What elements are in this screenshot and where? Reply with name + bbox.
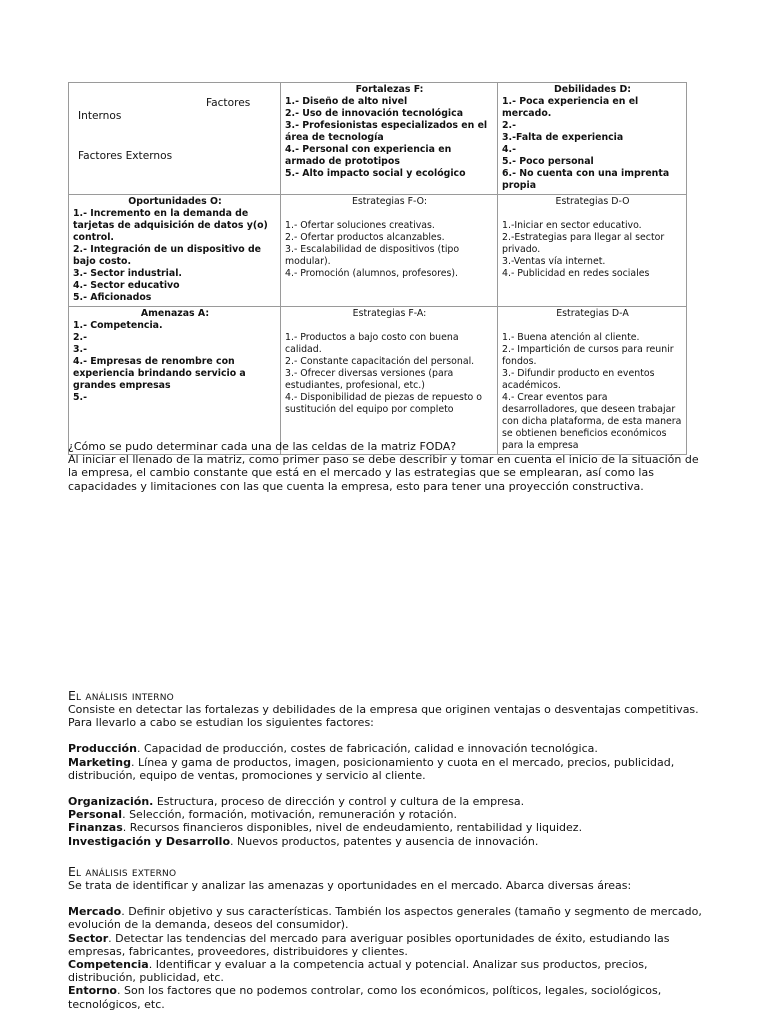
amenaza-item: 4.- Empresas de renombre con experiencia brindando servicio a grandes empresas	[73, 356, 246, 391]
factor-text: . Nuevos productos, patentes y ausencia de innovación.	[230, 834, 539, 848]
debilidad-item: 3.-Falta de experiencia	[502, 132, 624, 143]
amenaza-item: 5.-	[73, 392, 87, 403]
external-analysis-section	[68, 865, 702, 1011]
amenazas-title: Amenazas A:	[140, 308, 210, 319]
oportunidad-item: 2.- Integración de un dispositivo de bajo costo.	[73, 244, 262, 267]
factor-term: Organización.	[68, 795, 154, 809]
fortaleza-item: 3.- Profesionistas especializados en el área de tecnología	[285, 120, 488, 143]
factor-paragraph	[68, 795, 702, 808]
matrix-corner-cell	[69, 83, 281, 195]
area-text: . Identificar y evaluar a la competencia actual y potencial. Analizar sus productos, precios, distribución, publicidad, etc.	[68, 958, 648, 985]
da-item: 2.- Impartición de cursos para reunir fondos.	[502, 344, 674, 367]
area-term: Entorno	[68, 984, 117, 998]
factor-text: . Capacidad de producción, costes de fabricación, calidad e innovación tecnológica.	[136, 742, 598, 756]
amenaza-item: 3.-	[73, 344, 87, 355]
factor-term: Investigación y Desarrollo	[68, 834, 231, 848]
oportunidad-item: 1.- Incremento en la demanda de tarjetas de adquisición de datos y(o) control.	[73, 208, 268, 243]
corner-label-externos: Factores Externos	[78, 150, 173, 162]
estrategias-fo-cell	[281, 195, 498, 307]
area-paragraph	[68, 984, 702, 1010]
da-title: Estrategias D-A	[556, 308, 629, 319]
foda-question-block	[68, 440, 702, 493]
foda-matrix	[68, 82, 687, 455]
da-item: 3.- Difundir producto en eventos académicos.	[502, 368, 655, 391]
area-term: Sector	[68, 931, 109, 945]
fa-item: 3.- Ofrecer diversas versiones (para estudiantes, profesional, etc.)	[285, 368, 454, 391]
corner-label-internos: Internos	[78, 110, 122, 122]
factor-text: . Selección, formación, motivación, remuneración y rotación.	[122, 808, 457, 822]
fortaleza-item: 2.- Uso de innovación tecnológica	[285, 108, 464, 119]
internal-intro: Consiste en detectar las fortalezas y debilidades de la empresa que originen ventajas o desventajas competitivas. Para llevarlo a cabo se estudian los siguientes factores:	[68, 703, 699, 730]
external-intro: Se trata de identificar y analizar las amenazas y oportunidades en el mercado. Abarca diversas áreas:	[68, 879, 632, 892]
area-term: Mercado	[68, 905, 122, 919]
area-paragraph	[68, 905, 702, 931]
factor-paragraph	[68, 835, 702, 848]
area-text: . Definir objetivo y sus características. También los aspectos generales (tamaño y segmento de mercado, evolución de la demanda, deseos del consumidor).	[68, 905, 702, 932]
question-text: ¿Cómo se pudo determinar cada una de las celdas de la matriz FODA?	[68, 440, 457, 453]
factor-term: Personal	[68, 808, 123, 822]
do-item: 3.-Ventas vía internet.	[502, 256, 606, 267]
factor-paragraph	[68, 808, 702, 821]
factor-text: . Recursos financieros disponibles, nivel de endeudamiento, rentabilidad y liquidez.	[122, 821, 583, 835]
fo-item: 1.- Ofertar soluciones creativas.	[285, 220, 435, 231]
do-item: 1.-Iniciar en sector educativo.	[502, 220, 642, 231]
debilidad-item: 4.-	[502, 144, 516, 155]
factor-paragraph	[68, 756, 702, 782]
area-text: . Son los factores que no podemos controlar, como los económicos, políticos, legales, sociológicos, tecnológicos, etc.	[68, 984, 662, 1011]
answer-text: Al iniciar el llenado de la matriz, como primer paso se debe describir y tomar en cuenta el inicio de la situación de la empresa, el cambio constante que está en el mercado y las estrategias que se emplearan, así como las capacidades y limitaciones con las que cuenta la empresa, esto para tener una proyección constructiva.	[68, 453, 699, 493]
area-paragraph	[68, 932, 702, 958]
internal-analysis-section	[68, 689, 702, 848]
estrategias-da-cell	[498, 307, 687, 455]
debilidad-item: 6.- No cuenta con una imprenta propia	[502, 168, 670, 191]
internal-analysis-heading: El análisis interno	[68, 688, 174, 703]
external-analysis-heading: El análisis externo	[68, 864, 177, 879]
area-term: Competencia	[68, 958, 149, 972]
debilidad-item: 1.- Poca experiencia en el mercado.	[502, 96, 639, 119]
corner-label-factores: Factores	[206, 97, 251, 109]
do-item: 4.- Publicidad en redes sociales	[502, 268, 650, 279]
fo-item: 4.- Promoción (alumnos, profesores).	[285, 268, 459, 279]
oportunidad-item: 4.- Sector educativo	[73, 280, 180, 291]
da-item: 1.- Buena atención al cliente.	[502, 332, 640, 343]
factor-text: Estructura, proceso de dirección y control y cultura de la empresa.	[153, 795, 525, 809]
factor-term: Marketing	[68, 755, 132, 769]
do-title: Estrategias D-O	[555, 196, 630, 207]
area-paragraph	[68, 958, 702, 984]
fortaleza-item: 1.- Diseño de alto nivel	[285, 96, 408, 107]
factor-text: . Línea y gama de productos, imagen, posicionamiento y cuota en el mercado, precios, publicidad, distribución, equipo de ventas, promociones y servicio al cliente.	[68, 755, 675, 782]
oportunidad-item: 3.- Sector industrial.	[73, 268, 182, 279]
fa-item: 4.- Disponibilidad de piezas de repuesto o sustitución del equipo por completo	[285, 392, 482, 415]
amenaza-item: 1.- Competencia.	[73, 320, 163, 331]
amenaza-item: 2.-	[73, 332, 87, 343]
fo-item: 3.- Escalabilidad de dispositivos (tipo modular).	[285, 244, 460, 267]
debilidades-cell	[498, 83, 687, 195]
factor-term: Producción	[68, 742, 137, 756]
fortaleza-item: 5.- Alto impacto social y ecológico	[285, 168, 466, 179]
factor-paragraph	[68, 821, 702, 834]
estrategias-do-cell	[498, 195, 687, 307]
fortalezas-cell	[281, 83, 498, 195]
fo-item: 2.- Ofertar productos alcanzables.	[285, 232, 445, 243]
debilidad-item: 2.-	[502, 120, 516, 131]
fa-item: 2.- Constante capacitación del personal.	[285, 356, 475, 367]
oportunidades-cell	[69, 195, 281, 307]
area-text: . Detectar las tendencias del mercado para averiguar posibles oportunidades de éxito, estudiando las empresas, fabricantes, proveedores, distribuidores y clientes.	[68, 931, 670, 958]
fa-title: Estrategias F-A:	[352, 308, 427, 319]
fortalezas-title: Fortalezas F:	[355, 84, 424, 95]
fa-item: 1.- Productos a bajo costo con buena calidad.	[285, 332, 459, 355]
estrategias-fa-cell	[281, 307, 498, 455]
debilidades-title: Debilidades D:	[554, 84, 631, 95]
factor-term: Finanzas	[68, 821, 123, 835]
da-item: 4.- Crear eventos para desarrolladores, que deseen trabajar con dicha plataforma, de esta manera se obtienen beneficios económicos para la empresa	[502, 392, 682, 451]
amenazas-cell	[69, 307, 281, 455]
fo-title: Estrategias F-O:	[351, 196, 428, 207]
fortaleza-item: 4.- Personal con experiencia en armado de prototipos	[285, 144, 452, 167]
oportunidades-title: Oportunidades O:	[128, 196, 222, 207]
do-item: 2.-Estrategias para llegar al sector privado.	[502, 232, 665, 255]
debilidad-item: 5.- Poco personal	[502, 156, 594, 167]
factor-paragraph	[68, 742, 702, 755]
oportunidad-item: 5.- Aficionados	[73, 292, 152, 303]
